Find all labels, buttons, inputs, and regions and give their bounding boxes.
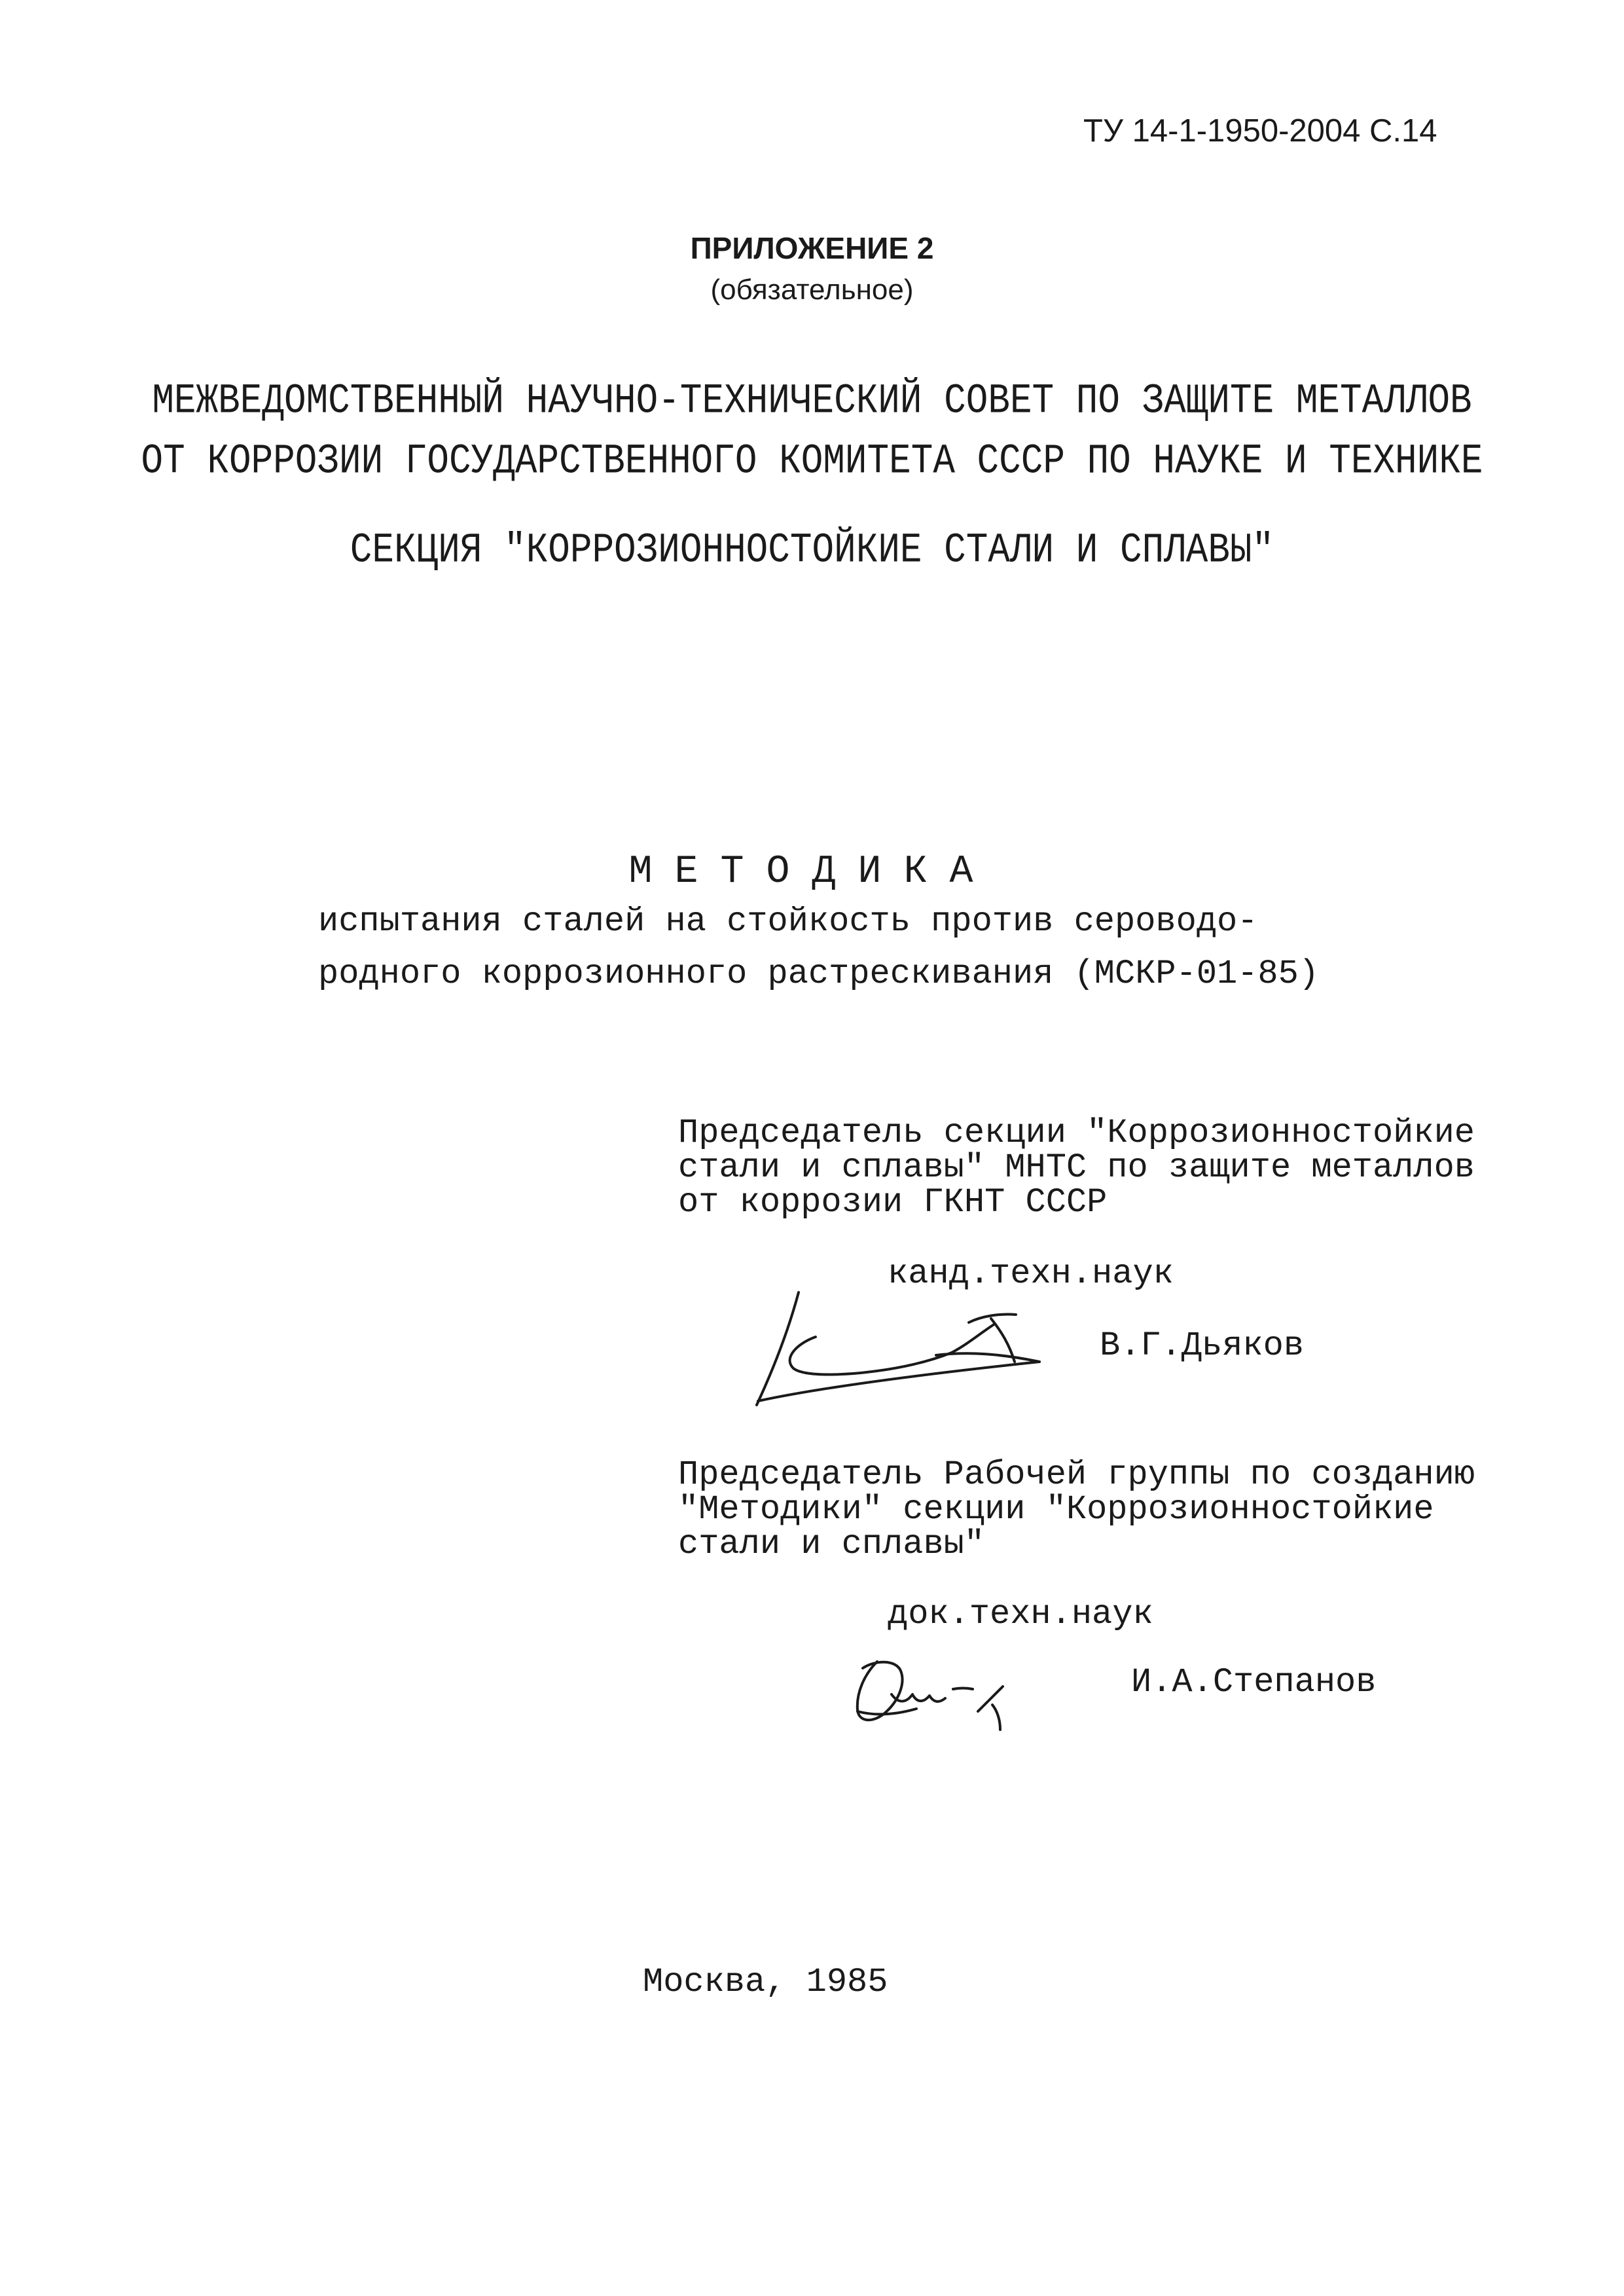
appendix-title: ПРИЛОЖЕНИЕ 2 bbox=[690, 231, 934, 265]
method-subtitle-line-1: испытания сталей на стойкость против сероводо- bbox=[318, 902, 1258, 941]
signatory-2-position-line-2: "Методики" секции "Коррозионностойкие bbox=[678, 1490, 1434, 1529]
signatory-2-name: И.А.Степанов bbox=[1131, 1663, 1377, 1702]
signatory-2-position-line-1: Председатель Рабочей группы по созданию bbox=[678, 1455, 1475, 1494]
signatory-1-position-line-3: от коррозии ГКНТ СССР bbox=[678, 1183, 1108, 1222]
method-subtitle-line-2: родного коррозионного растрескивания (МСКР-01-85) bbox=[318, 955, 1320, 993]
document-code: ТУ 14-1-1950-2004 С.14 bbox=[1083, 113, 1437, 149]
signature-2 bbox=[838, 1649, 1034, 1740]
signatory-1-name: В.Г.Дьяков bbox=[1100, 1326, 1305, 1365]
signatory-1-position-line-2: стали и сплавы" МНТС по защите металлов bbox=[678, 1148, 1475, 1187]
signatory-2-position-line-3: стали и сплавы" bbox=[678, 1525, 985, 1563]
signatory-2-degree: док.техн.наук bbox=[888, 1595, 1153, 1633]
signatory-1-position-line-1: Председатель секции "Коррозионностойкие bbox=[678, 1114, 1475, 1152]
appendix-subtitle: (обязательное) bbox=[710, 274, 914, 306]
signatory-1-degree: канд.техн.наук bbox=[888, 1254, 1174, 1293]
signature-1 bbox=[720, 1283, 1060, 1414]
method-title: МЕТОДИКА bbox=[628, 850, 996, 894]
council-name-line-1: МЕЖВЕДОМСТВЕННЫЙ НАУЧНО-ТЕХНИЧЕСКИЙ СОВЕТ ПО ЗАЩИТЕ МЕТАЛЛОВ bbox=[152, 376, 1472, 425]
section-name: СЕКЦИЯ "КОРРОЗИОННОСТОЙКИЕ СТАЛИ И СПЛАВЫ" bbox=[350, 526, 1274, 574]
city-year: Москва, 1985 bbox=[643, 1963, 888, 2001]
council-name-line-2: ОТ КОРРОЗИИ ГОСУДАРСТВЕННОГО КОМИТЕТА СССР ПО НАУКЕ И ТЕХНИКЕ bbox=[141, 437, 1483, 485]
